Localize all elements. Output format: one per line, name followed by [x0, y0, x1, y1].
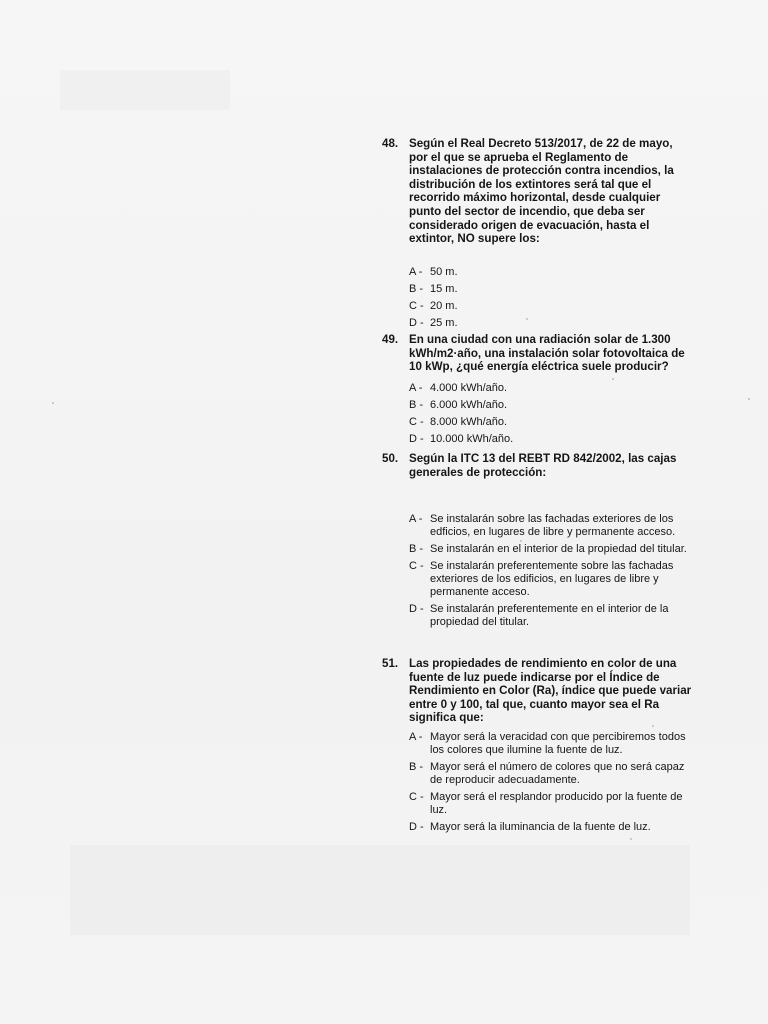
option-a — [409, 731, 692, 757]
option-text: 50 m. — [430, 265, 458, 278]
option-c — [409, 560, 692, 599]
option-letter: C - — [409, 560, 424, 573]
question-51 — [382, 657, 692, 834]
option-d — [409, 821, 692, 834]
scan-artifact — [70, 845, 690, 935]
option-text: 25 m. — [430, 316, 458, 329]
option-text: Se instalarán preferentemente sobre las fachadas exteriores de los edificios, en lugares de libre y permanente acceso. — [430, 560, 674, 599]
option-d — [409, 317, 692, 330]
question-number: 50. — [382, 452, 399, 465]
option-a — [409, 382, 692, 395]
question-50 — [382, 452, 692, 629]
question-text: Según el Real Decreto 513/2017, de 22 de mayo, por el que se aprueba el Reglamento de instalaciones de protección contra incendios, la distribución de los extintores será tal que el recorrido máximo horizontal, desde cualquier punto del sector de incendio, que deba ser considerado origen de evacuación, hasta el extintor, NO supere los: — [409, 137, 674, 246]
option-text: Mayor será la veracidad con que percibiremos todos los colores que ilumine la fuente de luz. — [430, 730, 686, 756]
question-number: 49. — [382, 333, 399, 346]
question-header — [382, 137, 692, 246]
option-letter: C - — [409, 415, 424, 428]
option-list — [409, 266, 692, 330]
option-letter: A - — [409, 265, 423, 278]
question-text: Según la ITC 13 del REBT RD 842/2002, las cajas generales de protección: — [409, 452, 677, 479]
option-letter: D - — [409, 432, 424, 445]
option-b — [409, 543, 692, 556]
option-b — [409, 399, 692, 412]
option-text: 8.000 kWh/año. — [430, 415, 508, 428]
option-a — [409, 266, 692, 279]
option-b — [409, 761, 692, 787]
option-text: Se instalarán en el interior de la propiedad del titular. — [430, 543, 687, 556]
option-letter: A - — [409, 513, 423, 526]
option-text: 6.000 kWh/año. — [430, 398, 508, 411]
option-letter: D - — [409, 820, 424, 833]
question-number: 48. — [382, 137, 399, 150]
scan-speck — [748, 398, 750, 400]
question-header — [382, 452, 692, 479]
option-list — [409, 382, 692, 446]
option-letter: A - — [409, 730, 423, 743]
option-letter: B - — [409, 760, 424, 773]
option-d — [409, 433, 692, 446]
option-letter: D - — [409, 316, 424, 329]
question-49 — [382, 333, 692, 446]
option-letter: C - — [409, 790, 424, 803]
option-letter: D - — [409, 603, 424, 616]
option-letter: B - — [409, 282, 424, 295]
option-letter: B - — [409, 543, 424, 556]
option-text: Mayor será la iluminancia de la fuente de luz. — [430, 820, 651, 833]
option-list — [409, 513, 692, 629]
option-c — [409, 791, 692, 817]
option-text: Se instalarán preferentemente en el interior de la propiedad del titular. — [430, 603, 669, 629]
question-header — [382, 657, 692, 725]
option-text: Mayor será el resplandor producido por la fuente de luz. — [430, 790, 683, 816]
scan-speck — [52, 402, 54, 404]
option-b — [409, 283, 692, 296]
scan-artifact — [60, 70, 230, 110]
option-text: 10.000 kWh/año. — [430, 432, 514, 445]
option-letter: B - — [409, 398, 424, 411]
option-list — [409, 731, 692, 834]
option-text: Se instalarán sobre las fachadas exteriores de los edficios, en lugares de libre y permanente acceso. — [430, 513, 676, 539]
question-header — [382, 333, 692, 374]
question-number: 51. — [382, 657, 399, 670]
option-d — [409, 603, 692, 629]
option-letter: C - — [409, 299, 424, 312]
option-c — [409, 416, 692, 429]
option-text: 4.000 kWh/año. — [430, 381, 508, 394]
option-a — [409, 513, 692, 539]
option-text: 15 m. — [430, 282, 458, 295]
option-text: 20 m. — [430, 299, 458, 312]
option-text: Mayor será el número de colores que no será capaz de reproducir adecuadamente. — [430, 760, 685, 786]
scan-speck — [630, 838, 632, 840]
option-letter: A - — [409, 381, 423, 394]
question-48 — [382, 137, 692, 330]
question-text: Las propiedades de rendimiento en color de una fuente de luz puede indicarse por el Índice de Rendimiento en Color (Ra), índice que puede variar entre 0 y 100, tal que, cuanto mayor sea el Ra significa que: — [409, 657, 692, 725]
question-text: En una ciudad con una radiación solar de 1.300 kWh/m2·año, una instalación solar fotovoltaica de 10 kWp, ¿qué energía eléctrica suele producir? — [409, 333, 685, 374]
option-c — [409, 300, 692, 313]
